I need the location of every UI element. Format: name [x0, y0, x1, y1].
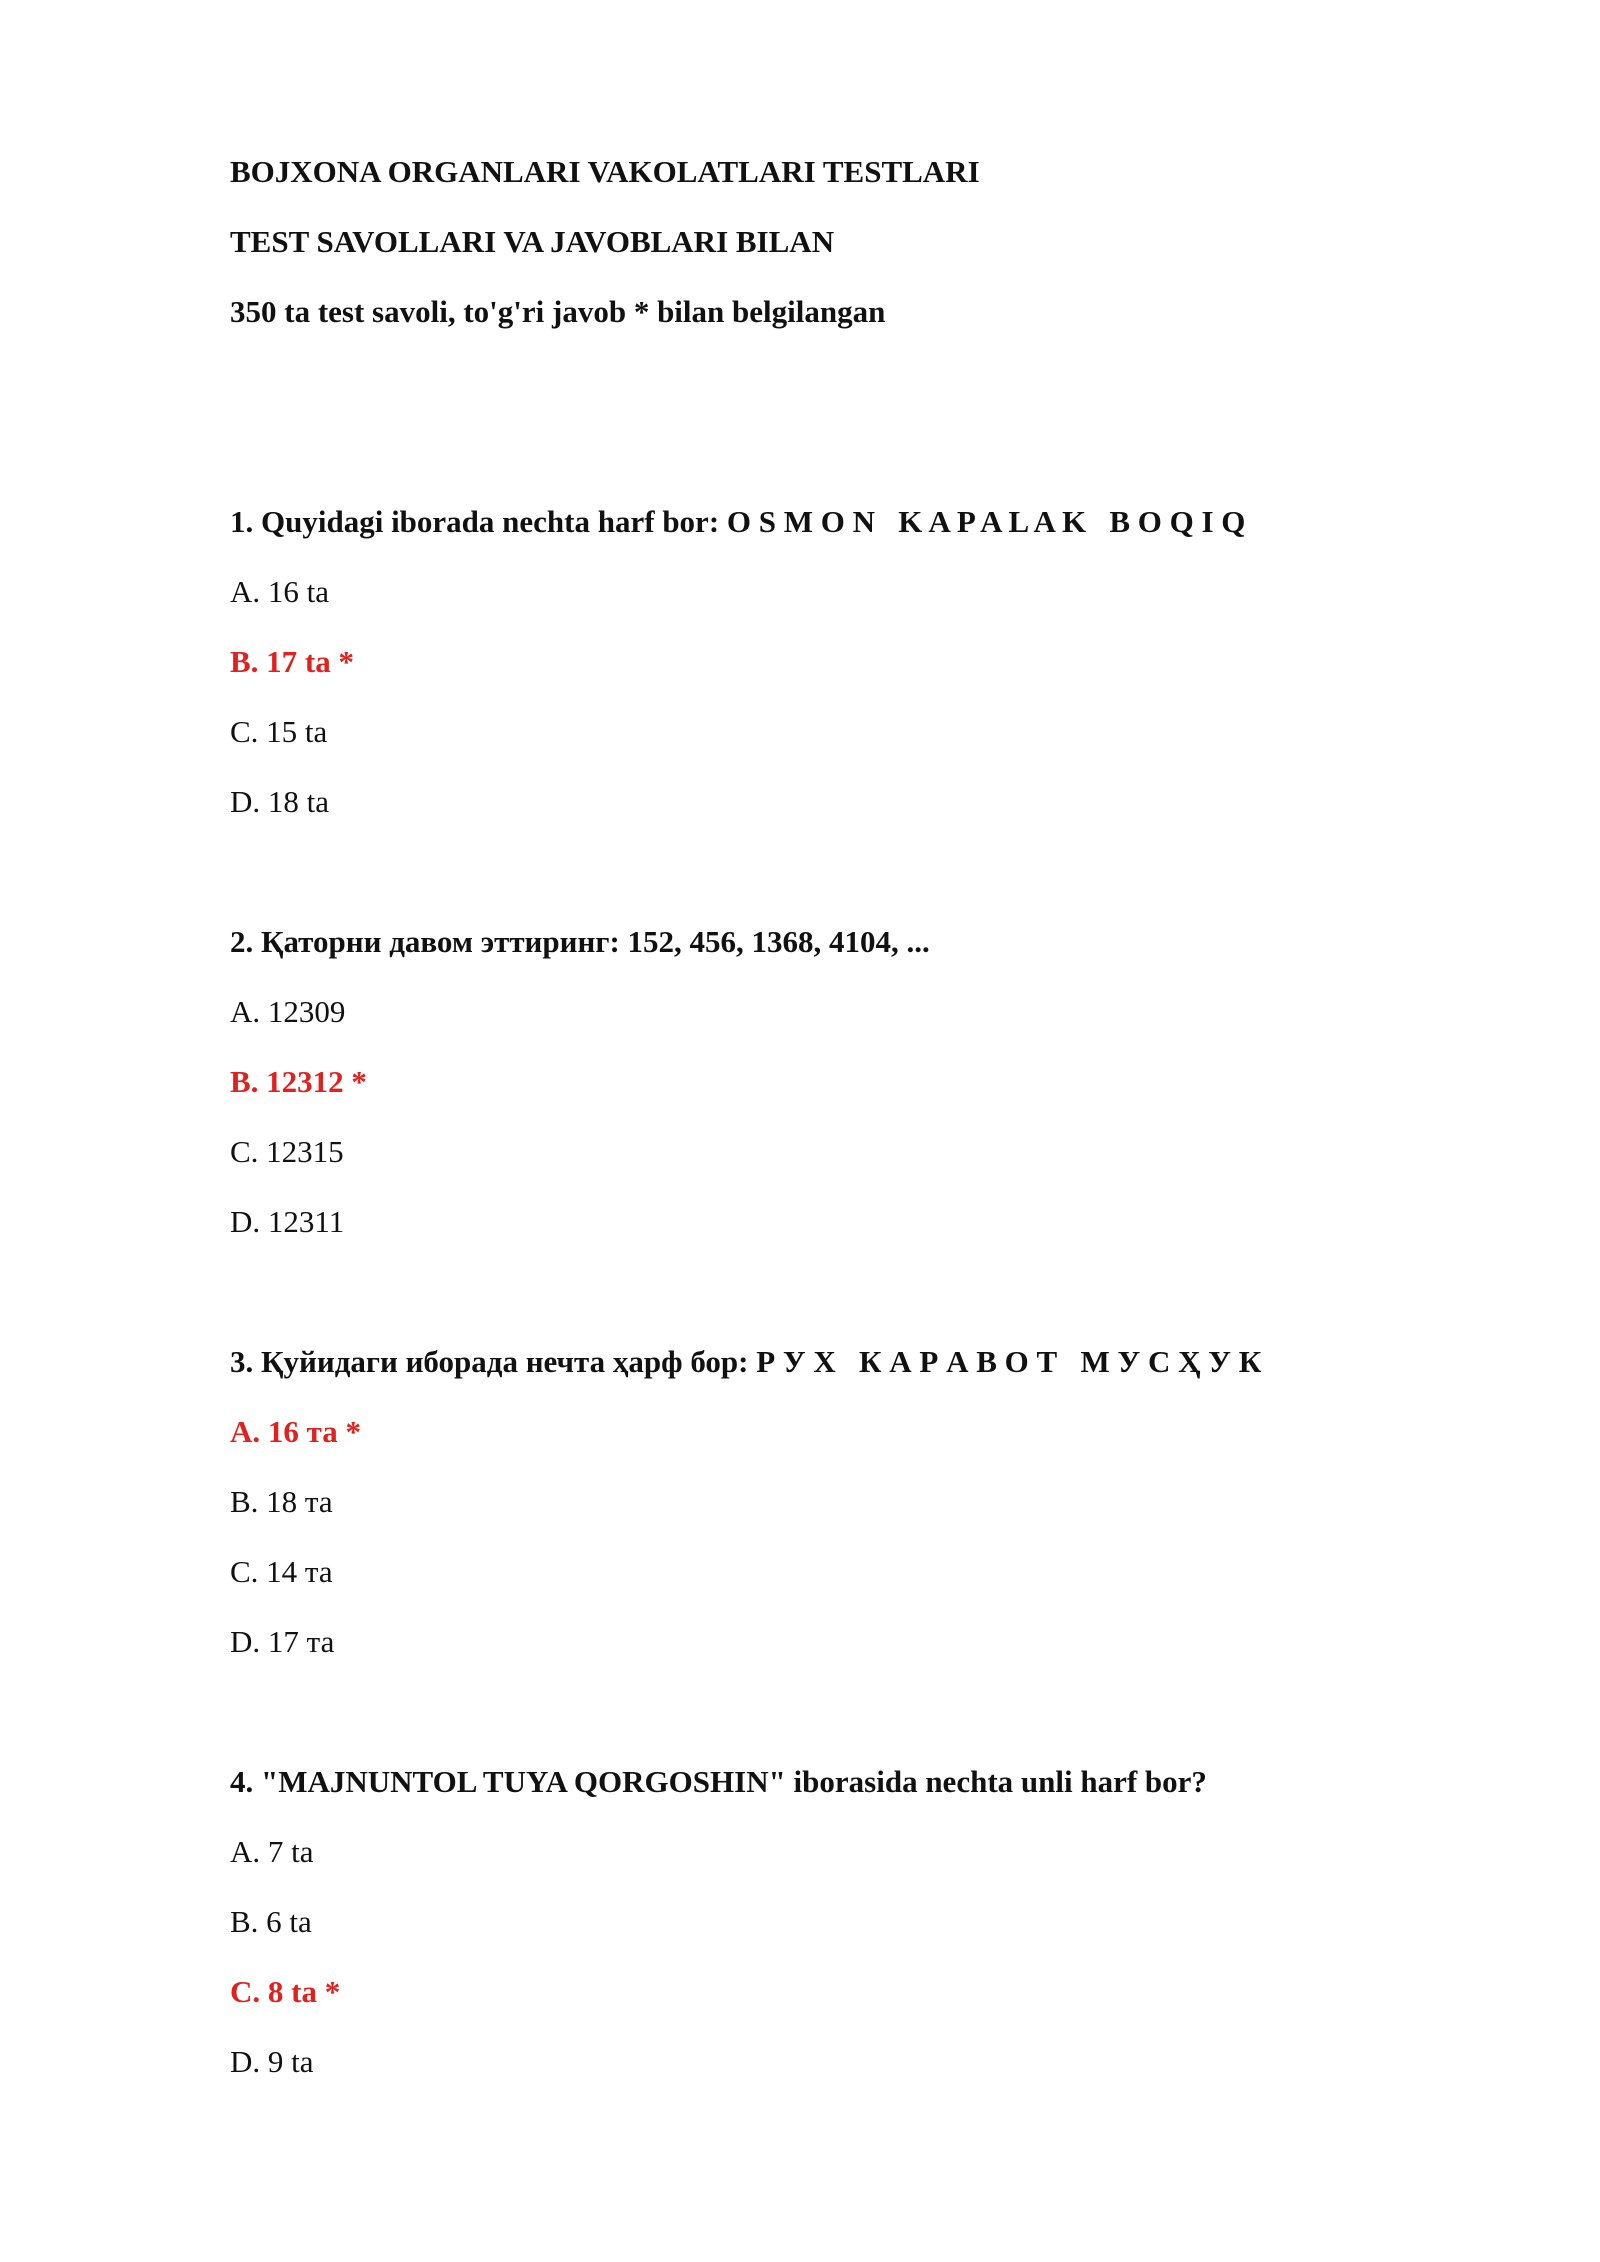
document-page: [230, 0, 1430, 2262]
answer-option: A. 16 ta: [230, 574, 330, 609]
answer-option: C. 15 ta: [230, 714, 328, 749]
question-text: 4. "MAJNUNTOL TUYA QORGOSHIN" iborasida nechta unli harf bor?: [230, 1764, 1207, 1799]
question-text: 1. Quyidagi iborada nechta harf bor: O S M O N K A P A L A K B O Q I Q: [230, 504, 1246, 539]
answer-option-correct: A. 16 та *: [230, 1414, 361, 1449]
document-subtitle: TEST SAVOLLARI VA JAVOBLARI BILAN: [230, 224, 835, 259]
answer-option: D. 9 ta: [230, 2044, 314, 2079]
answer-option: C. 12315: [230, 1134, 344, 1169]
document-title: BOJXONA ORGANLARI VAKOLATLARI TESTLARI: [230, 154, 980, 189]
answer-option: D. 18 ta: [230, 784, 330, 819]
document-note: 350 ta test savoli, to'g'ri javob * bilan belgilangan: [230, 294, 886, 329]
question-text: 2. Қаторни давом эттиринг: 152, 456, 1368, 4104, ...: [230, 924, 930, 959]
answer-option: A. 7 ta: [230, 1834, 314, 1869]
answer-option-correct: B. 17 ta *: [230, 644, 354, 679]
answer-option: D. 12311: [230, 1204, 345, 1239]
answer-option: A. 12309: [230, 994, 346, 1029]
answer-option-correct: C. 8 ta *: [230, 1974, 341, 2009]
answer-option: D. 17 та: [230, 1624, 335, 1659]
answer-option: C. 14 та: [230, 1554, 333, 1589]
answer-option: B. 18 та: [230, 1484, 333, 1519]
answer-option-correct: B. 12312 *: [230, 1064, 367, 1099]
question-text: 3. Қуйидаги иборада нечта ҳарф бор: Р У Х К А Р А В О Т М У С Ҳ У К: [230, 1344, 1262, 1379]
answer-option: B. 6 ta: [230, 1904, 312, 1939]
